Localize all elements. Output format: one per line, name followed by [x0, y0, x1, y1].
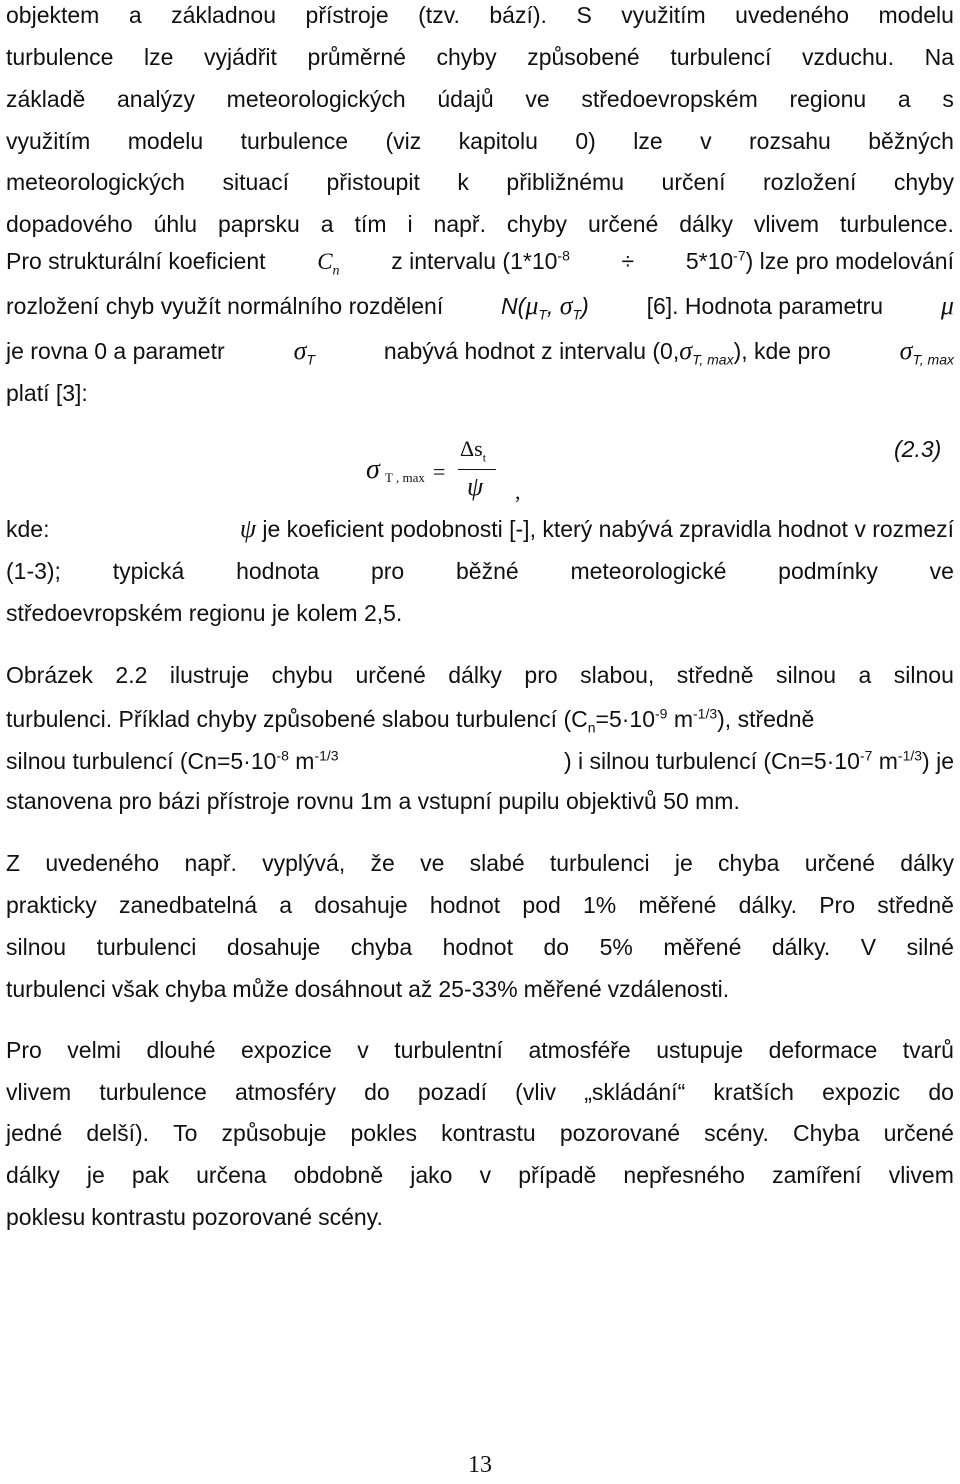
word: vlivem: [753, 211, 820, 237]
word: dosáhnout: [294, 976, 403, 1002]
word: měřené: [663, 934, 742, 960]
word: (viz: [385, 128, 422, 154]
word: tvarů: [902, 1037, 954, 1063]
word: určené: [883, 1120, 954, 1146]
word: bází).: [489, 2, 547, 28]
word: dosahuje: [226, 934, 321, 960]
word: turbulence.: [840, 211, 954, 237]
word: To: [173, 1120, 198, 1146]
word: dlouhé: [146, 1037, 216, 1063]
equation-trailing-comma: ,: [515, 479, 521, 504]
paragraph-3-line-4: stanovena pro bázi přístroje rovnu 1m a vstupní pupilu objektivů 50 mm.: [6, 788, 740, 814]
word: kontrastu: [91, 1204, 186, 1230]
word: ustupuje: [656, 1037, 744, 1063]
word: a: [128, 2, 142, 28]
word: hodnot: [429, 892, 501, 918]
word: kratších: [713, 1079, 794, 1105]
word: případě: [518, 1162, 597, 1188]
word: uvedeného: [45, 850, 160, 876]
word: tím: [354, 211, 387, 237]
word: rozsahu: [749, 128, 831, 154]
word: hodnota: [236, 558, 320, 584]
word: v: [700, 128, 712, 154]
word: pro: [524, 662, 558, 688]
word: dálky: [679, 211, 733, 237]
word: (vliv: [515, 1079, 557, 1105]
word: Na: [924, 44, 954, 70]
word: meteorologické: [570, 558, 727, 584]
word: 0): [575, 128, 596, 154]
equation-numerator: $\Delta s_t$: [460, 436, 487, 465]
equation-lhs-subscript: T , max: [385, 470, 425, 485]
word: pod: [522, 892, 561, 918]
word: Chyba: [793, 1120, 860, 1146]
word: přistoupit: [326, 169, 420, 195]
word: i: [407, 211, 413, 237]
paragraph-5-line-3: [6, 1118, 954, 1148]
word: turbulence: [99, 1079, 207, 1105]
word: deformace: [768, 1037, 878, 1063]
word: je: [674, 850, 693, 876]
word: využitím: [621, 2, 706, 28]
paragraph-1-line-3: [6, 84, 954, 114]
word: určené: [587, 211, 659, 237]
word: k: [457, 169, 469, 195]
word: expozice: [241, 1037, 332, 1063]
paragraph-3-line-3: silnou turbulencí ($Cn=5\cdot 10^{-8}$ $m^{-1/3}$ ) i silnou turbulencí ($Cn=5\cdot 10^{-7}$ $m^{-1/3}$) je: [6, 747, 954, 774]
word: turbulenci: [6, 976, 106, 1002]
word: je: [86, 1162, 105, 1188]
fraction-bar: [458, 469, 496, 470]
paragraph-4-line-3: [6, 932, 954, 962]
word: chyba: [165, 976, 227, 1002]
word: zanedbatelná: [118, 892, 258, 918]
word: modelu: [878, 2, 954, 28]
word: vlivem: [888, 1162, 954, 1188]
word: úhlu: [153, 211, 198, 237]
word: paprsku: [218, 211, 300, 237]
word: dosahuje: [314, 892, 408, 918]
word: atmosféry: [234, 1079, 336, 1105]
word: běžné: [456, 558, 519, 584]
word: 5%: [599, 934, 633, 960]
word: vyjádřit: [204, 44, 277, 70]
word: údajů: [437, 86, 494, 112]
word: nepřesného: [623, 1162, 745, 1188]
word: měřené: [638, 892, 717, 918]
word: dálky.: [738, 892, 798, 918]
word: expozic: [822, 1079, 901, 1105]
word: s: [942, 86, 954, 112]
word: uvedeného: [735, 2, 849, 28]
word: vlivem: [6, 1079, 72, 1105]
word: určené: [804, 850, 876, 876]
equation-number: (2.3): [894, 436, 942, 462]
paragraph-1-line-2: [6, 42, 954, 72]
word: ve: [525, 86, 550, 112]
word: scény.: [318, 1204, 383, 1230]
word: pro: [370, 558, 405, 584]
paragraph-2-line-1: kde: ψ je koeficient podobnosti [-], který nabývá zpravidla hodnot v rozmezí: [6, 514, 954, 543]
word: turbulencí: [670, 44, 772, 70]
word: obdobně: [293, 1162, 384, 1188]
word: regionu: [789, 86, 867, 112]
paragraph-1-line-10: platí [3]:: [6, 380, 88, 406]
word: určena: [196, 1162, 267, 1188]
word: typická: [112, 558, 185, 584]
word: zamíření: [772, 1162, 862, 1188]
word: měřené: [523, 976, 602, 1002]
word: turbulence: [6, 44, 114, 70]
word: do: [364, 1079, 390, 1105]
word: chyby: [506, 211, 568, 237]
word: scény.: [704, 1120, 769, 1146]
word: a: [897, 86, 911, 112]
word: ve: [929, 558, 954, 584]
word: středně: [676, 662, 754, 688]
word: slabou,: [580, 662, 655, 688]
word: středoevropském: [581, 86, 758, 112]
word: pokles: [350, 1120, 417, 1146]
word: objektem: [6, 2, 100, 28]
word: rozložení: [763, 169, 857, 195]
word: chyby: [436, 44, 497, 70]
word: přibližnému: [506, 169, 625, 195]
word: využitím: [6, 128, 91, 154]
word: silnou: [775, 662, 837, 688]
word: způsobuje: [221, 1120, 327, 1146]
word: vzdálenosti.: [607, 976, 730, 1002]
word: hodnot: [442, 934, 513, 960]
word: V: [860, 934, 877, 960]
paragraph-5-line-5: [6, 1202, 954, 1232]
word: pozorované: [559, 1120, 681, 1146]
paragraph-1-line-7: Pro strukturální koeficient $C_n$ z intervalu ($1*10^{-8}$ ÷ $5*10^{-7}$) lze pro modelování: [6, 247, 954, 279]
word: analýzy: [116, 86, 195, 112]
word: meteorologických: [6, 169, 185, 195]
word: delší).: [86, 1120, 150, 1146]
page-number: 13: [468, 1452, 492, 1478]
word: situací: [222, 169, 289, 195]
word: a: [279, 892, 293, 918]
word: běžných: [868, 128, 954, 154]
word: poklesu: [6, 1204, 86, 1230]
paragraph-2-line-2: [6, 556, 954, 586]
word: velmi: [67, 1037, 121, 1063]
word: silné: [906, 934, 954, 960]
word: způsobené: [527, 44, 640, 70]
word: ilustruje: [169, 662, 250, 688]
word: určené: [355, 662, 426, 688]
word: 2.2: [115, 662, 148, 688]
paragraph-5-line-2: [6, 1077, 954, 1107]
word: turbulenci: [549, 850, 650, 876]
word: chyba: [350, 934, 413, 960]
word: však: [111, 976, 160, 1002]
word: Pro: [6, 1037, 42, 1063]
word: určení: [661, 169, 726, 195]
word: Pro: [819, 892, 856, 918]
paragraph-4-line-4: [6, 974, 954, 1004]
word: dálky: [448, 662, 502, 688]
paragraph-3-line-2: turbulenci. Příklad chyby způsobené slabou turbulencí ($C_n=5\cdot 10^{-9}$ $m^{-1/3}$), středně: [6, 705, 815, 736]
word: základě: [6, 86, 86, 112]
word: dálky.: [771, 934, 831, 960]
word: 1%: [582, 892, 617, 918]
word: a: [320, 211, 334, 237]
word: pozadí: [417, 1079, 487, 1105]
word: do: [543, 934, 570, 960]
word: kapitolu: [458, 128, 538, 154]
paragraph-5-line-4: [6, 1160, 954, 1190]
word: vzduchu.: [801, 44, 894, 70]
word: v: [479, 1162, 492, 1188]
word: může: [232, 976, 289, 1002]
paragraph-1-line-5: [6, 167, 954, 197]
paragraph-1-line-9: je rovna 0 a parametr $\sigma_T$ nabývá hodnot z intervalu $(0,\sigma_{T, max})$, kde pro $\sigma_{T, max}$: [6, 336, 954, 368]
word: atmosféře: [528, 1037, 631, 1063]
word: ve: [420, 850, 445, 876]
equation-lhs-sigma: σ: [366, 454, 380, 485]
paragraph-1-line-6: [6, 209, 954, 239]
word: až: [408, 976, 433, 1002]
word: že: [370, 850, 395, 876]
word: středně: [877, 892, 954, 918]
word: modelu: [127, 128, 204, 154]
word: dálky: [6, 1162, 60, 1188]
paragraph-4-line-1: [6, 848, 954, 878]
word: přístroje: [305, 2, 389, 28]
word: např.: [433, 211, 486, 237]
word: podmínky: [778, 558, 878, 584]
word: kontrastu: [441, 1120, 536, 1146]
equation-denominator: ψ: [467, 472, 484, 501]
word: pak: [131, 1162, 169, 1188]
paragraph-1-line-1: [6, 0, 954, 30]
word: základnou: [171, 2, 277, 28]
word: v: [357, 1037, 369, 1063]
word: jako: [410, 1162, 453, 1188]
word: turbulenci: [96, 934, 197, 960]
paragraph-2-line-3: středoevropském regionu je kolem 2,5.: [6, 600, 403, 626]
paragraph-3-line-1: [6, 660, 954, 690]
word: dopadového: [6, 211, 133, 237]
word: chyba: [718, 850, 780, 876]
word: např.: [184, 850, 237, 876]
word: meteorologických: [226, 86, 406, 112]
word: „skládání“: [584, 1079, 686, 1105]
word: 25-33%: [438, 976, 518, 1002]
paragraph-5-line-1: [6, 1035, 954, 1065]
equation-equals: =: [433, 459, 446, 484]
paragraph-4-line-2: [6, 890, 954, 920]
paragraph-1-line-8: rozložení chyb využít normálního rozdělení $N(\mu_T$, $\sigma_T$) [6]. Hodnota parametru μ: [6, 291, 954, 323]
word: Obrázek: [6, 662, 93, 688]
word: chyby: [893, 169, 954, 195]
word: chybu: [271, 662, 333, 688]
word: turbulentní: [394, 1037, 503, 1063]
word: lze: [144, 44, 174, 70]
word: silnou: [893, 662, 954, 688]
word: S: [576, 2, 592, 28]
word: vyplývá,: [262, 850, 346, 876]
word: dálky: [900, 850, 954, 876]
word: silnou: [6, 934, 67, 960]
word: a: [858, 662, 872, 688]
word: turbulence: [240, 128, 349, 154]
word: pozorované: [191, 1204, 313, 1230]
word: jedné: [6, 1120, 63, 1146]
paragraph-1-line-4: [6, 126, 954, 156]
word: (tzv.: [418, 2, 460, 28]
word: do: [928, 1079, 954, 1105]
word: průměrné: [307, 44, 406, 70]
word: slabé: [469, 850, 525, 876]
word: Z: [6, 850, 21, 876]
word: lze: [633, 128, 663, 154]
word: (1-3);: [6, 558, 61, 584]
word: prakticky: [6, 892, 97, 918]
